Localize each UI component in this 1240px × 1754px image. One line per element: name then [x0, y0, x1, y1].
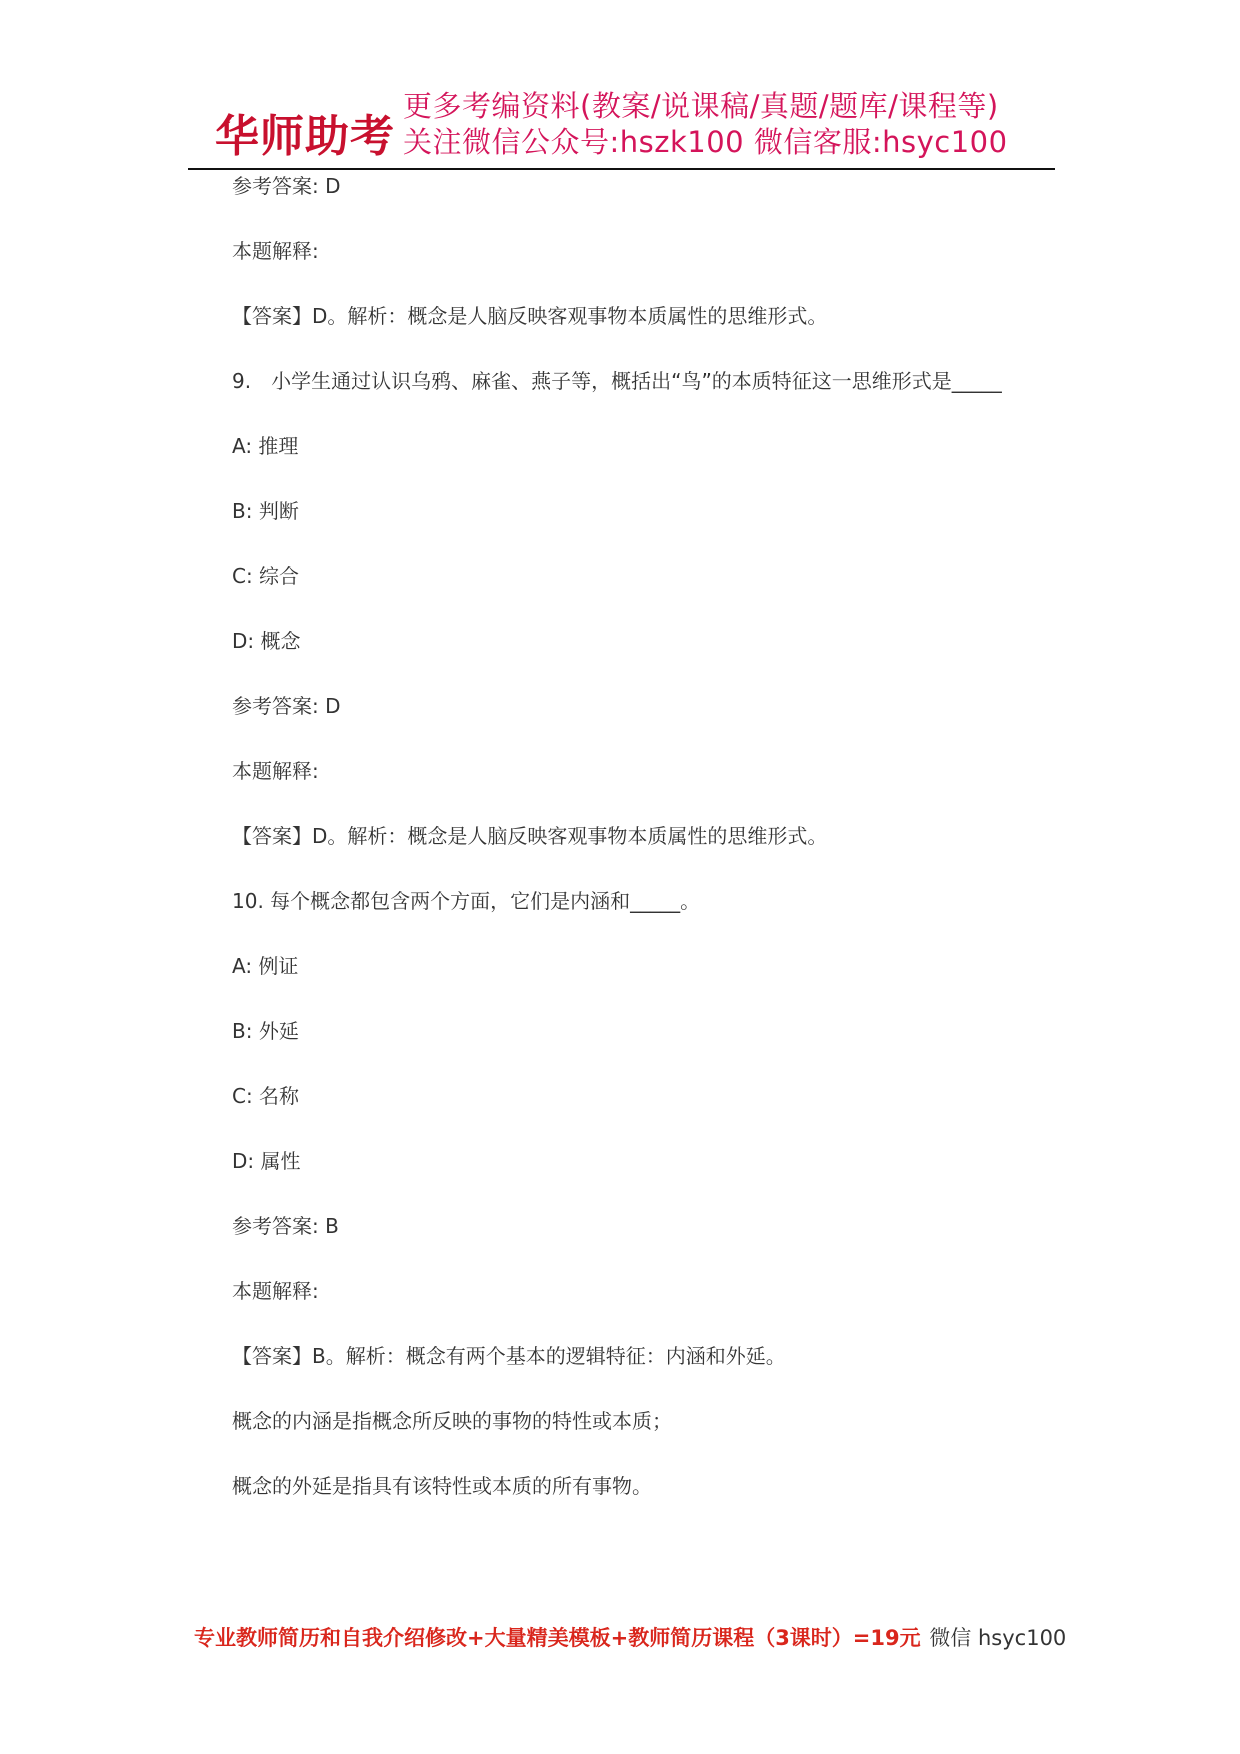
document-header — [215, 88, 1045, 168]
answer-line: 参考答案: D — [232, 174, 341, 198]
header-promo — [403, 88, 1008, 160]
document-body — [232, 170, 1072, 1537]
explanation-label: 本题解释: — [232, 239, 319, 263]
question-10: 10. 每个概念都包含两个方面，它们是内涵和_____。 — [232, 889, 701, 913]
q9-answer: 参考答案: D — [232, 694, 341, 718]
promo-line-materials: 更多考编资料(教案/说课稿/真题/题库/课程等) — [403, 89, 999, 123]
q9-option-a: A: 推理 — [232, 434, 299, 458]
q10-option-c: C: 名称 — [232, 1084, 300, 1108]
document-footer — [194, 1622, 1066, 1652]
q10-option-b: B: 外延 — [232, 1019, 299, 1043]
q10-option-a: A: 例证 — [232, 954, 299, 978]
q9-option-c: C: 综合 — [232, 564, 300, 588]
q9-option-b: B: 判断 — [232, 499, 299, 523]
footer-contact-text: 微信 hsyc100 — [929, 1626, 1067, 1650]
q10-explanation-label: 本题解释: — [232, 1279, 319, 1303]
q10-explanation-text: 【答案】B。解析：概念有两个基本的逻辑特征：内涵和外延。 — [232, 1344, 786, 1368]
promo-line-contact: 关注微信公众号:hszk100 微信客服:hsyc100 — [403, 125, 1008, 159]
footer-promo-text: 专业教师简历和自我介绍修改+大量精美模板+教师简历课程（3课时）=19元 — [194, 1626, 921, 1650]
q10-explanation-extension: 概念的外延是指具有该特性或本质的所有事物。 — [232, 1474, 652, 1498]
q9-explanation-text: 【答案】D。解析：概念是人脑反映客观事物本质属性的思维形式。 — [232, 824, 828, 848]
brand-logo-text: 华师助考 — [215, 111, 395, 162]
question-9: 9. 小学生通过认识乌鸦、麻雀、燕子等，概括出“鸟”的本质特征这一思维形式是_____ — [232, 369, 1002, 393]
q10-explanation-intension: 概念的内涵是指概念所反映的事物的特性或本质； — [232, 1409, 672, 1433]
explanation-text: 【答案】D。解析：概念是人脑反映客观事物本质属性的思维形式。 — [232, 304, 828, 328]
q10-answer: 参考答案: B — [232, 1214, 339, 1238]
q9-explanation-label: 本题解释: — [232, 759, 319, 783]
q10-option-d: D: 属性 — [232, 1149, 301, 1173]
q9-option-d: D: 概念 — [232, 629, 301, 653]
